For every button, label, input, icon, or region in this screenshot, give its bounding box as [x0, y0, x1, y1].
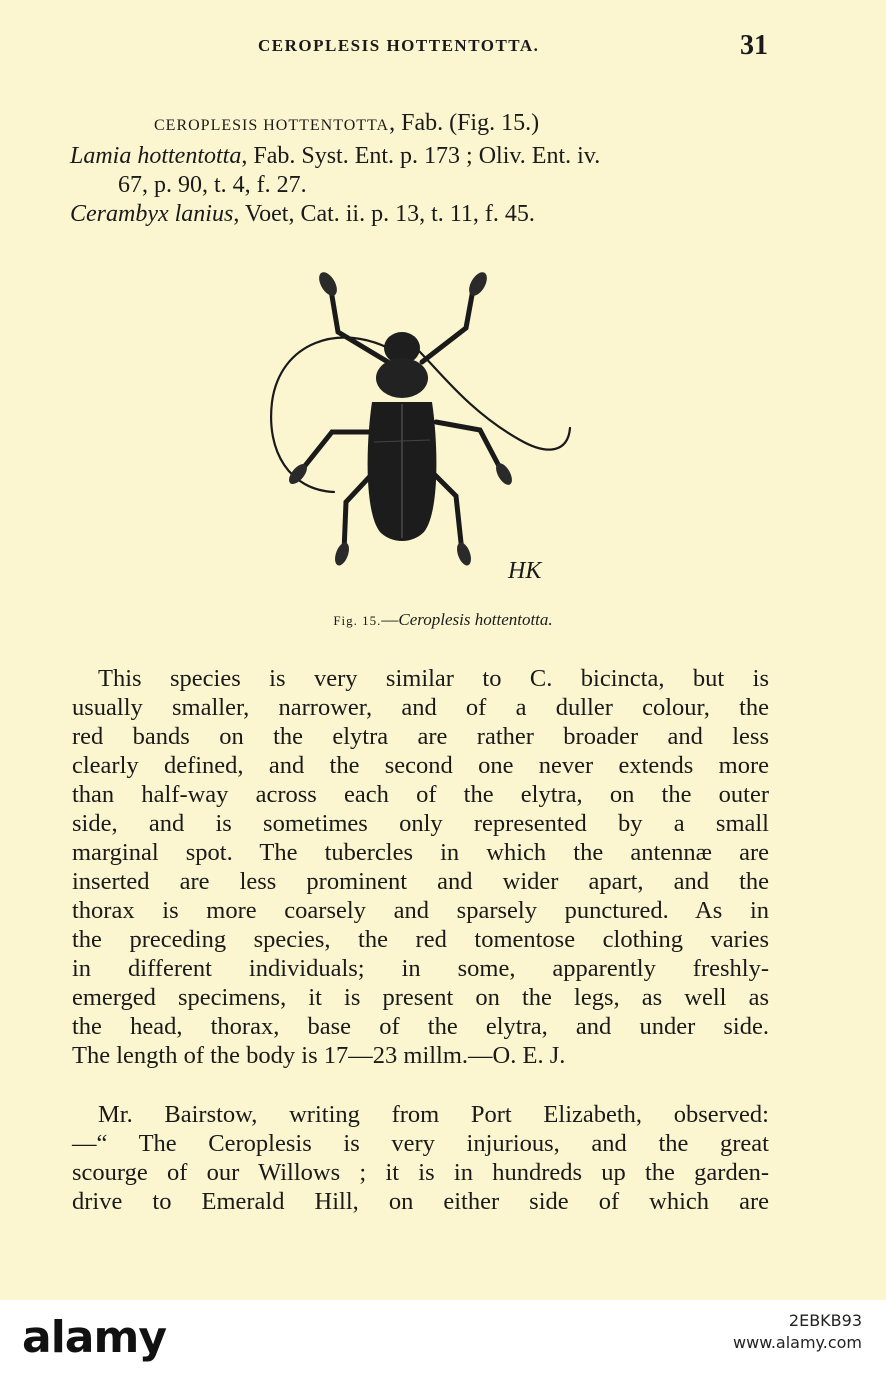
synonym-line: [70, 142, 790, 171]
text-line: —“ The Ceroplesis is very injurious, and the great: [72, 1130, 769, 1157]
species-authority: , Fab. (Fig. 15.): [389, 110, 540, 136]
text-line: Mr. Bairstow, writing from Port Elizabeth, observed:: [98, 1101, 769, 1128]
synonym-reference: 67, p. 90, t. 4, f. 27.: [118, 172, 307, 198]
text-line: marginal spot. The tubercles in which the antennæ are: [72, 839, 769, 866]
synonym-name: Cerambyx lanius: [70, 201, 234, 227]
synonymy-list: [70, 142, 790, 229]
text-line: The length of the body is 17—23 millm.—O. E. J.: [72, 1042, 566, 1069]
text-line: thorax is more coarsely and sparsely punctured. As in: [72, 897, 769, 924]
synonym-name: Lamia hottentotta: [70, 143, 242, 169]
image-id: 2EBKB93: [788, 1311, 862, 1330]
figure-caption: [0, 610, 886, 630]
text-line: side, and is sometimes only represented by a small: [72, 810, 769, 837]
beetle-figure: [0, 262, 886, 592]
text-line: than half-way across each of the elytra, on the outer: [72, 781, 769, 808]
text-line: in different individuals; in some, apparently freshly-: [72, 955, 769, 982]
brand-logo: alamy: [22, 1312, 166, 1363]
right-antenna: [418, 350, 570, 450]
caption-label: Fig. 15.: [333, 613, 382, 628]
species-name: CEROPLESIS HOTTENTOTTA: [154, 117, 390, 134]
description-paragraph: [72, 664, 769, 1070]
stock-watermark-bar: [0, 1300, 886, 1390]
synonym-line: [70, 171, 790, 200]
synonym-reference: , Fab. Syst. Ent. p. 173 ; Oliv. Ent. iv.: [241, 143, 601, 169]
running-title: CEROPLESIS HOTTENTOTTA.: [258, 36, 540, 55]
artist-monogram: HK: [508, 558, 542, 584]
text-line: red bands on the elytra are rather broader and less: [72, 723, 769, 750]
beetle-illustration: [0, 262, 886, 592]
text-line: scourge of our Willows ; it is in hundreds up the garden-: [72, 1159, 769, 1186]
text-line: drive to Emerald Hill, on either side of which are: [72, 1188, 769, 1215]
text-line: the head, thorax, base of the elytra, and under side.: [72, 1013, 769, 1040]
text-line: This species is very similar to C. bicincta, but is: [98, 665, 769, 692]
running-head: [0, 30, 886, 66]
caption-dash: —: [381, 610, 399, 629]
text-line: usually smaller, narrower, and of a duller colour, the: [72, 694, 769, 721]
species-heading: [154, 110, 539, 137]
synonym-line: [70, 200, 790, 229]
text-line: the preceding species, the red tomentose clothing varies: [72, 926, 769, 953]
caption-name: Ceroplesis hottentotta.: [398, 610, 553, 629]
synonym-reference: , Voet, Cat. ii. p. 13, t. 11, f. 45.: [233, 201, 535, 227]
site-url: www.alamy.com: [733, 1333, 862, 1352]
text-line: emerged specimens, it is present on the legs, as well as: [72, 984, 769, 1011]
beetle-thorax: [376, 358, 428, 398]
image-id-block: [733, 1310, 862, 1354]
bairstow-paragraph: [72, 1100, 769, 1216]
text-line: inserted are less prominent and wider apart, and the: [72, 868, 769, 895]
page-number: 31: [740, 30, 768, 61]
text-line: clearly defined, and the second one never extends more: [72, 752, 769, 779]
